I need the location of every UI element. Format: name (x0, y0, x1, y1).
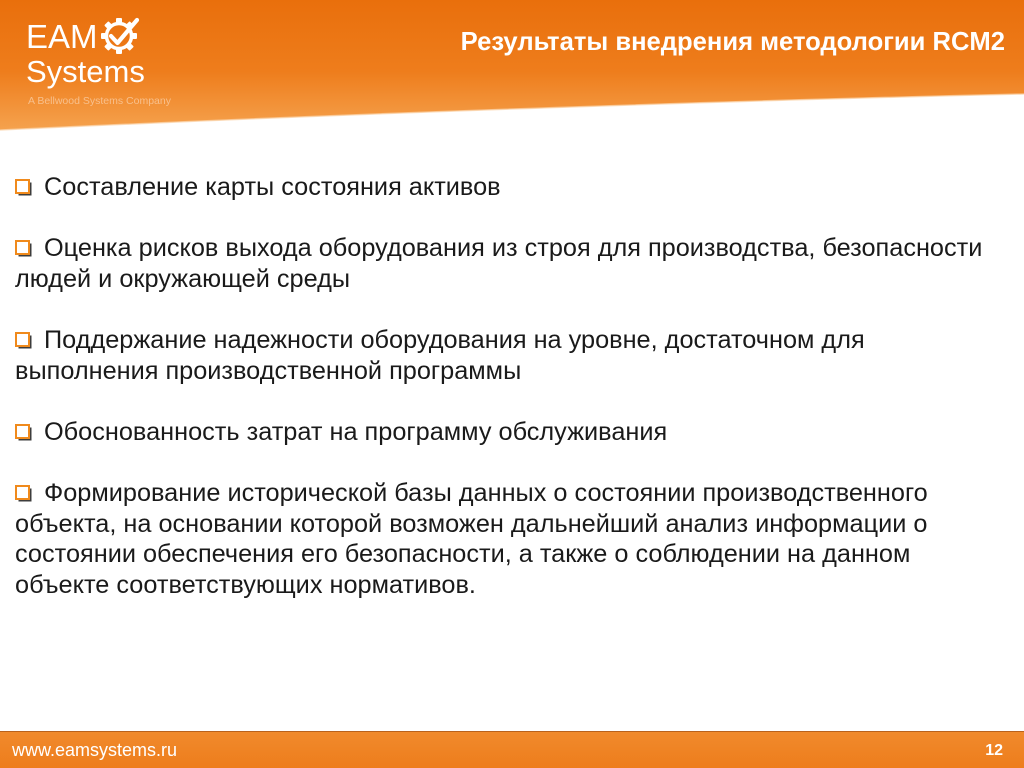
bullet-line: состоянии обеспечения его безопасности, а также о соблюдении на данном (15, 540, 911, 569)
bullet-item (15, 417, 1010, 448)
bullet-line: объекта, на основании которой возможен дальнейший анализ информации о (15, 509, 928, 538)
checkbox-square-icon (15, 424, 32, 441)
bullet-line: выполнения производственной программы (15, 356, 522, 385)
bullet-line (15, 233, 1010, 264)
bullet-item (15, 478, 1010, 600)
logo-wordmark-systems: Systems (26, 54, 145, 89)
checkbox-square-icon (15, 332, 32, 349)
footer-website-url: www.eamsystems.ru (12, 740, 178, 760)
bullet-list (15, 172, 1010, 631)
checkbox-square-icon (15, 179, 32, 196)
bullet-item (15, 172, 1010, 203)
page-number: 12 (985, 742, 1003, 759)
footer-bar (0, 731, 1024, 768)
bullet-line (15, 172, 1010, 203)
bullet-item (15, 325, 1010, 386)
bullet-text: Формирование исторической базы данных о состоянии производственного (44, 478, 928, 507)
checkbox-square-icon (15, 240, 32, 257)
bullet-text: Составление карты состояния активов (44, 173, 501, 201)
bullet-text: Обоснованность затрат на программу обслуживания (44, 417, 668, 446)
bullet-line: объекте соответствующих нормативов. (15, 570, 476, 599)
bullet-text: Поддержание надежности оборудования на уровне, достаточном для (44, 325, 865, 354)
header-banner (0, 0, 1024, 136)
slide-title: Результаты внедрения методологии RCM2 (460, 28, 1005, 56)
bullet-line (15, 417, 1010, 448)
bullet-line (15, 478, 1010, 509)
bullet-text: Оценка рисков выхода оборудования из строя для производства, безопасности (44, 234, 983, 263)
bullet-line: людей и окружающей среды (15, 264, 351, 293)
checkbox-square-icon (15, 485, 32, 502)
logo-wordmark-eam: EAM (26, 18, 98, 55)
logo-tagline: A Bellwood Systems Company (28, 95, 171, 107)
bullet-item (15, 233, 1010, 294)
bullet-line (15, 325, 1010, 356)
